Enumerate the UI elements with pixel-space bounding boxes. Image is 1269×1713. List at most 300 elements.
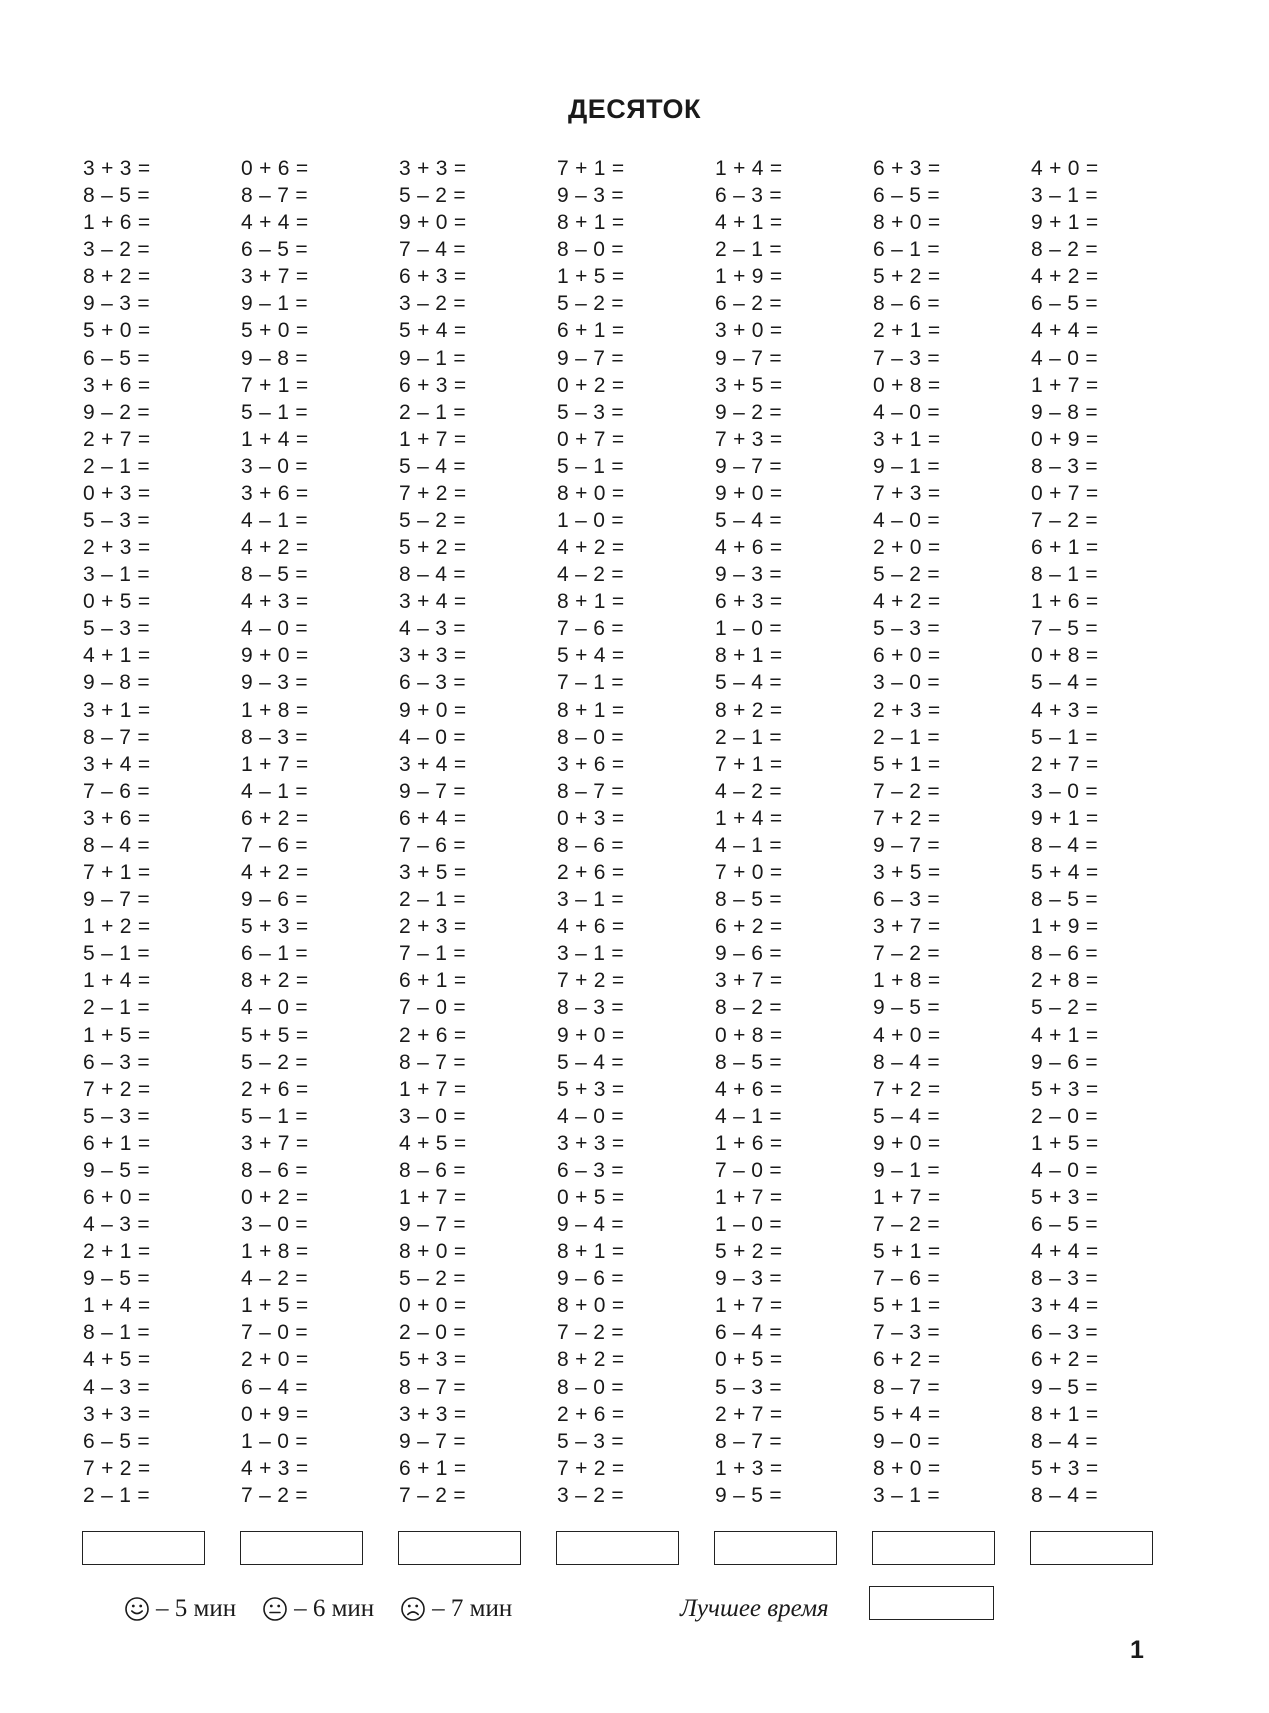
equation: 7 – 6 =: [873, 1267, 940, 1291]
equation: 0 + 8 =: [715, 1023, 783, 1047]
equation: 5 + 1 =: [873, 1240, 941, 1264]
equation: 2 – 1 =: [715, 238, 782, 262]
equation: 1 + 9 =: [1031, 915, 1099, 939]
equation: 8 – 5 =: [715, 888, 782, 912]
equation: 4 + 5 =: [399, 1131, 467, 1155]
equation: 4 + 5 =: [83, 1348, 151, 1372]
equation: 4 + 2 =: [873, 590, 941, 614]
equation: 4 – 2 =: [241, 1267, 308, 1291]
equation: 9 – 6 =: [557, 1267, 624, 1291]
equation: 7 + 1 =: [715, 752, 783, 776]
equation: 6 + 3 =: [399, 373, 467, 397]
equation: 9 – 2 =: [715, 400, 782, 424]
equation: 1 + 7 =: [715, 1185, 783, 1209]
equation: 9 – 4 =: [557, 1213, 624, 1237]
equation: 6 – 2 =: [715, 292, 782, 316]
equation: 4 – 1 =: [715, 833, 782, 857]
equation: 5 – 3 =: [83, 617, 150, 641]
equation: 7 – 2 =: [873, 942, 940, 966]
equation: 5 + 0 =: [83, 319, 151, 343]
equation: 6 + 1 =: [399, 1456, 467, 1480]
equation: 4 – 2 =: [557, 563, 624, 587]
equation: 2 + 3 =: [83, 536, 151, 560]
equation: 1 + 7 =: [399, 427, 467, 451]
equation: 1 + 9 =: [715, 265, 783, 289]
equation: 4 – 3 =: [399, 617, 466, 641]
equation: 5 + 3 =: [241, 915, 309, 939]
equation: 8 – 7 =: [241, 184, 308, 208]
equation: 8 – 4 =: [1031, 1483, 1098, 1507]
happy-face-icon: [124, 1596, 150, 1622]
equation: 9 – 1 =: [241, 292, 308, 316]
equation: 4 – 0 =: [557, 1104, 624, 1128]
equation: 9 – 5 =: [1031, 1375, 1098, 1399]
equation: 9 + 1 =: [1031, 211, 1099, 235]
equation: 3 – 0 =: [241, 454, 308, 478]
equation: 0 + 6 =: [241, 157, 309, 180]
equation: 3 + 7 =: [715, 969, 783, 993]
equation: 7 – 2 =: [873, 1213, 940, 1237]
equation: 8 + 2 =: [241, 969, 309, 993]
equation: 8 – 7 =: [83, 725, 150, 749]
equation: 1 + 4 =: [715, 157, 783, 180]
equation: 6 – 5 =: [873, 184, 940, 208]
equation: 3 + 3 =: [83, 157, 151, 180]
equation: 3 + 3 =: [399, 1402, 467, 1426]
equation: 9 – 5 =: [83, 1267, 150, 1291]
equation-column-4: [557, 155, 625, 1509]
equation: 8 + 1 =: [557, 1240, 625, 1264]
equation: 3 + 6 =: [557, 752, 625, 776]
equation: 3 + 6 =: [241, 481, 309, 505]
equation: 8 – 7 =: [715, 1429, 782, 1453]
best-time-box[interactable]: [869, 1586, 994, 1620]
equation: 9 – 1 =: [399, 346, 466, 370]
equation: 4 – 0 =: [873, 509, 940, 533]
equation: 8 – 3 =: [557, 996, 624, 1020]
equation: 0 + 8 =: [1031, 644, 1099, 668]
equation: 7 – 4 =: [399, 238, 466, 262]
equation: 0 + 5 =: [557, 1185, 625, 1209]
best-time-label: Лучшее время: [680, 1595, 829, 1622]
equation: 9 – 6 =: [715, 942, 782, 966]
equation: 6 + 2 =: [241, 806, 309, 830]
equation: 2 + 6 =: [557, 1402, 625, 1426]
equation: 4 + 3 =: [241, 1456, 309, 1480]
time-legend: [124, 1592, 538, 1626]
equation: 4 – 1 =: [241, 779, 308, 803]
equation: 3 + 6 =: [83, 373, 151, 397]
equation: 0 + 8 =: [873, 373, 941, 397]
equation: 6 + 0 =: [83, 1185, 151, 1209]
equation: 5 + 3 =: [557, 1077, 625, 1101]
equation: 4 + 2 =: [1031, 265, 1099, 289]
equation: 2 + 7 =: [715, 1402, 783, 1426]
equation: 6 + 1 =: [83, 1131, 151, 1155]
equation: 2 + 6 =: [557, 861, 625, 885]
equation: 8 – 4 =: [83, 833, 150, 857]
equation: 3 – 0 =: [873, 671, 940, 695]
equation: 8 – 7 =: [873, 1375, 940, 1399]
equation: 5 + 5 =: [241, 1023, 309, 1047]
equation: 0 + 3 =: [557, 806, 625, 830]
equation: 7 + 1 =: [241, 373, 309, 397]
equation: 8 + 0 =: [399, 1240, 467, 1264]
equation: 1 – 0 =: [715, 617, 782, 641]
equation: 6 – 3 =: [83, 1050, 150, 1074]
equation: 0 + 5 =: [83, 590, 151, 614]
answer-box-7[interactable]: [1030, 1531, 1153, 1565]
equation: 1 + 6 =: [715, 1131, 783, 1155]
equation: 0 + 2 =: [557, 373, 625, 397]
equation: 5 + 2 =: [873, 265, 941, 289]
equation-column-7: [1031, 155, 1099, 1509]
equation: 2 + 6 =: [241, 1077, 309, 1101]
equation: 9 – 7 =: [873, 833, 940, 857]
equation: 2 + 0 =: [241, 1348, 309, 1372]
equation: 6 + 2 =: [873, 1348, 941, 1372]
equation: 6 – 3 =: [715, 184, 782, 208]
legend-item-5-min: [124, 1595, 236, 1623]
equation: 5 – 3 =: [83, 509, 150, 533]
equation: 5 – 3 =: [83, 1104, 150, 1128]
equation: 6 + 2 =: [1031, 1348, 1099, 1372]
equation: 9 – 7 =: [715, 346, 782, 370]
equation: 8 + 1 =: [557, 590, 625, 614]
equation: 9 – 5 =: [715, 1483, 782, 1507]
equation: 1 + 5 =: [557, 265, 625, 289]
equation: 8 + 1 =: [557, 211, 625, 235]
equation: 1 – 0 =: [241, 1429, 308, 1453]
equation: 3 – 2 =: [399, 292, 466, 316]
equation: 3 + 4 =: [399, 752, 467, 776]
equation: 8 – 4 =: [873, 1050, 940, 1074]
equation: 5 + 3 =: [399, 1348, 467, 1372]
answer-box-5[interactable]: [714, 1531, 837, 1565]
equation: 5 – 1 =: [557, 454, 624, 478]
equation: 6 + 1 =: [557, 319, 625, 343]
equation: 8 – 4 =: [399, 563, 466, 587]
equation: 6 + 4 =: [399, 806, 467, 830]
equation: 1 + 6 =: [83, 211, 151, 235]
equation: 6 – 5 =: [1031, 1213, 1098, 1237]
equation: 3 + 4 =: [399, 590, 467, 614]
legend-text: – 5 мин: [156, 1595, 237, 1622]
equation: 2 – 1 =: [873, 725, 940, 749]
equation: 8 + 0 =: [557, 481, 625, 505]
equation: 6 + 1 =: [399, 969, 467, 993]
equation: 4 – 0 =: [873, 400, 940, 424]
equation: 8 – 3 =: [1031, 1267, 1098, 1291]
equation: 4 + 2 =: [241, 861, 309, 885]
equation: 3 + 4 =: [83, 752, 151, 776]
equation: 1 + 8 =: [241, 1240, 309, 1264]
equation: 8 + 2 =: [557, 1348, 625, 1372]
equation: 4 + 6 =: [715, 536, 783, 560]
equation: 4 – 0 =: [241, 996, 308, 1020]
equation: 6 – 5 =: [83, 1429, 150, 1453]
equation: 7 + 0 =: [715, 861, 783, 885]
equation: 7 – 0 =: [241, 1321, 308, 1345]
equation: 6 – 4 =: [715, 1321, 782, 1345]
neutral-face-icon: [262, 1596, 288, 1622]
equation: 8 – 5 =: [715, 1050, 782, 1074]
equation: 8 – 2 =: [1031, 238, 1098, 262]
equation-column-1: [83, 155, 151, 1509]
equation: 7 + 2 =: [83, 1456, 151, 1480]
equation: 0 + 7 =: [1031, 481, 1099, 505]
equation: 7 + 3 =: [873, 481, 941, 505]
equation: 5 + 1 =: [873, 1294, 941, 1318]
equation: 9 + 0 =: [399, 698, 467, 722]
equation: 3 – 1 =: [557, 888, 624, 912]
answer-box-1[interactable]: [82, 1531, 205, 1565]
equation: 7 – 6 =: [241, 833, 308, 857]
equation: 5 – 2 =: [241, 1050, 308, 1074]
equation: 4 + 0 =: [1031, 157, 1099, 180]
equation: 7 – 6 =: [399, 833, 466, 857]
equation: 5 – 1 =: [83, 942, 150, 966]
equation: 5 – 2 =: [399, 184, 466, 208]
equation: 5 – 2 =: [399, 509, 466, 533]
equation: 1 + 8 =: [873, 969, 941, 993]
equation: 9 – 1 =: [873, 1158, 940, 1182]
equation: 7 + 2 =: [873, 806, 941, 830]
equation: 7 – 2 =: [557, 1321, 624, 1345]
equation: 5 – 2 =: [557, 292, 624, 316]
equation: 4 + 2 =: [557, 536, 625, 560]
equation: 1 + 7 =: [399, 1185, 467, 1209]
equation: 5 – 1 =: [1031, 725, 1098, 749]
equation: 1 + 4 =: [83, 1294, 151, 1318]
equation: 7 – 2 =: [1031, 509, 1098, 533]
equation: 2 – 1 =: [83, 996, 150, 1020]
equation: 5 + 3 =: [1031, 1185, 1099, 1209]
equation: 7 + 1 =: [83, 861, 151, 885]
equation: 2 + 0 =: [873, 536, 941, 560]
equation: 8 + 1 =: [557, 698, 625, 722]
equation: 1 + 7 =: [399, 1077, 467, 1101]
equation: 9 – 7 =: [399, 1213, 466, 1237]
equation: 1 + 2 =: [83, 915, 151, 939]
equation: 8 – 6 =: [1031, 942, 1098, 966]
equation: 5 – 4 =: [557, 1050, 624, 1074]
equation: 8 – 7 =: [399, 1050, 466, 1074]
equation: 7 – 2 =: [399, 1483, 466, 1507]
equation: 6 – 5 =: [1031, 292, 1098, 316]
equation: 8 – 6 =: [241, 1158, 308, 1182]
equation: 8 + 0 =: [873, 1456, 941, 1480]
equation: 5 + 4 =: [873, 1402, 941, 1426]
equation: 9 – 7 =: [715, 454, 782, 478]
equation: 1 + 7 =: [715, 1294, 783, 1318]
equation: 5 + 3 =: [1031, 1456, 1099, 1480]
equation: 6 – 1 =: [873, 238, 940, 262]
equation: 3 – 1 =: [83, 563, 150, 587]
equation: 4 – 2 =: [715, 779, 782, 803]
equation: 9 – 8 =: [83, 671, 150, 695]
equation: 2 + 7 =: [1031, 752, 1099, 776]
equation: 8 – 6 =: [399, 1158, 466, 1182]
equation: 5 – 1 =: [241, 1104, 308, 1128]
equation: 4 + 4 =: [241, 211, 309, 235]
equation: 4 – 0 =: [1031, 1158, 1098, 1182]
equation: 9 – 7 =: [399, 779, 466, 803]
equation: 8 – 6 =: [557, 833, 624, 857]
equation-column-3: [399, 155, 467, 1509]
equation: 4 – 3 =: [83, 1375, 150, 1399]
equation: 1 + 7 =: [241, 752, 309, 776]
equation: 6 – 5 =: [83, 346, 150, 370]
equation: 4 – 0 =: [1031, 346, 1098, 370]
equation: 5 – 1 =: [241, 400, 308, 424]
equation: 3 + 3 =: [83, 1402, 151, 1426]
equation: 9 + 0 =: [399, 211, 467, 235]
equation: 1 – 0 =: [715, 1213, 782, 1237]
equation: 7 + 2 =: [873, 1077, 941, 1101]
equation: 8 + 2 =: [715, 698, 783, 722]
answer-box-4[interactable]: [556, 1531, 679, 1565]
equation: 2 + 8 =: [1031, 969, 1099, 993]
equation: 9 – 1 =: [873, 454, 940, 478]
equation: 4 – 1 =: [241, 509, 308, 533]
equation: 0 + 2 =: [241, 1185, 309, 1209]
equation: 1 + 3 =: [715, 1456, 783, 1480]
equation: 2 – 0 =: [399, 1321, 466, 1345]
equation: 5 + 0 =: [241, 319, 309, 343]
equation: 8 – 4 =: [1031, 1429, 1098, 1453]
equation: 3 – 2 =: [83, 238, 150, 262]
equation: 8 – 0 =: [557, 725, 624, 749]
equation: 4 + 0 =: [873, 1023, 941, 1047]
equation: 7 – 5 =: [1031, 617, 1098, 641]
equation: 4 – 1 =: [715, 1104, 782, 1128]
equation: 2 – 1 =: [715, 725, 782, 749]
equation: 9 – 2 =: [83, 400, 150, 424]
equation: 1 + 8 =: [241, 698, 309, 722]
legend-text: – 6 мин: [294, 1595, 375, 1622]
equation: 5 – 3 =: [873, 617, 940, 641]
equation: 1 + 6 =: [1031, 590, 1099, 614]
equation: 7 – 2 =: [873, 779, 940, 803]
equation: 6 + 3 =: [873, 157, 941, 180]
equation: 2 – 1 =: [399, 888, 466, 912]
answer-box-6[interactable]: [872, 1531, 995, 1565]
equation: 2 – 1 =: [399, 400, 466, 424]
equation: 4 + 1 =: [1031, 1023, 1099, 1047]
equation: 3 – 1 =: [1031, 184, 1098, 208]
equation: 9 – 3 =: [557, 184, 624, 208]
equation: 3 – 1 =: [557, 942, 624, 966]
equation: 2 – 0 =: [1031, 1104, 1098, 1128]
equation: 5 – 2 =: [873, 563, 940, 587]
equation: 8 – 4 =: [1031, 833, 1098, 857]
equation: 7 + 2 =: [83, 1077, 151, 1101]
equation: 7 – 0 =: [715, 1158, 782, 1182]
equation: 6 – 3 =: [557, 1158, 624, 1182]
equation: 4 – 0 =: [399, 725, 466, 749]
equation: 1 + 7 =: [873, 1185, 941, 1209]
equation: 0 + 3 =: [83, 481, 151, 505]
equation: 1 + 5 =: [241, 1294, 309, 1318]
equation: 8 – 0 =: [557, 238, 624, 262]
equation: 9 – 7 =: [83, 888, 150, 912]
equation: 9 + 0 =: [241, 644, 309, 668]
equation: 6 + 0 =: [873, 644, 941, 668]
equation: 7 – 0 =: [399, 996, 466, 1020]
equation: 6 – 5 =: [241, 238, 308, 262]
equation: 5 + 2 =: [399, 536, 467, 560]
equation: 3 + 3 =: [399, 644, 467, 668]
equation: 6 – 1 =: [241, 942, 308, 966]
legend-item-7-min: [400, 1595, 512, 1623]
equation: 2 + 3 =: [873, 698, 941, 722]
equation: 9 – 3 =: [241, 671, 308, 695]
equation: 5 + 4 =: [1031, 861, 1099, 885]
answer-box-2[interactable]: [240, 1531, 363, 1565]
equation: 8 – 3 =: [1031, 454, 1098, 478]
page-number: 1: [1130, 1636, 1144, 1664]
equation: 2 – 1 =: [83, 1483, 150, 1507]
equation: 8 – 1 =: [1031, 563, 1098, 587]
equation: 1 – 0 =: [557, 509, 624, 533]
equation: 9 – 5 =: [83, 1158, 150, 1182]
equation: 3 – 0 =: [1031, 779, 1098, 803]
equation: 8 – 3 =: [241, 725, 308, 749]
equation: 4 + 4 =: [1031, 319, 1099, 343]
equation: 1 + 4 =: [241, 427, 309, 451]
equation: 4 + 1 =: [83, 644, 151, 668]
equation: 4 – 3 =: [83, 1213, 150, 1237]
equation: 2 + 3 =: [399, 915, 467, 939]
equation: 6 – 3 =: [1031, 1321, 1098, 1345]
equation: 3 + 5 =: [715, 373, 783, 397]
equation: 6 + 1 =: [1031, 536, 1099, 560]
equation: 8 – 6 =: [873, 292, 940, 316]
equation: 9 – 6 =: [241, 888, 308, 912]
equation-column-6: [873, 155, 941, 1509]
equation: 1 + 4 =: [83, 969, 151, 993]
answer-box-3[interactable]: [398, 1531, 521, 1565]
equation: 2 + 7 =: [83, 427, 151, 451]
equation: 7 + 2 =: [557, 1456, 625, 1480]
equation: 5 – 2 =: [1031, 996, 1098, 1020]
equation: 4 – 0 =: [241, 617, 308, 641]
equation: 5 + 4 =: [399, 319, 467, 343]
equation: 8 – 2 =: [715, 996, 782, 1020]
equation: 3 – 0 =: [241, 1213, 308, 1237]
equation: 6 – 4 =: [241, 1375, 308, 1399]
equation: 5 – 3 =: [557, 1429, 624, 1453]
equation: 1 + 5 =: [1031, 1131, 1099, 1155]
equation: 5 – 3 =: [715, 1375, 782, 1399]
equation: 6 + 3 =: [399, 265, 467, 289]
equation: 4 + 1 =: [715, 211, 783, 235]
equation: 5 + 1 =: [873, 752, 941, 776]
equation: 8 – 0 =: [557, 1375, 624, 1399]
equation: 7 – 2 =: [241, 1483, 308, 1507]
equation: 0 + 0 =: [399, 1294, 467, 1318]
equation: 8 + 0 =: [873, 211, 941, 235]
equation: 8 – 7 =: [557, 779, 624, 803]
equation-column-5: [715, 155, 783, 1509]
equation: 8 – 7 =: [399, 1375, 466, 1399]
equation: 6 – 3 =: [399, 671, 466, 695]
equation: 8 – 5 =: [1031, 888, 1098, 912]
equation-grid: [83, 155, 1193, 1509]
equation: 5 – 4 =: [1031, 671, 1098, 695]
legend-text: – 7 мин: [432, 1595, 513, 1622]
